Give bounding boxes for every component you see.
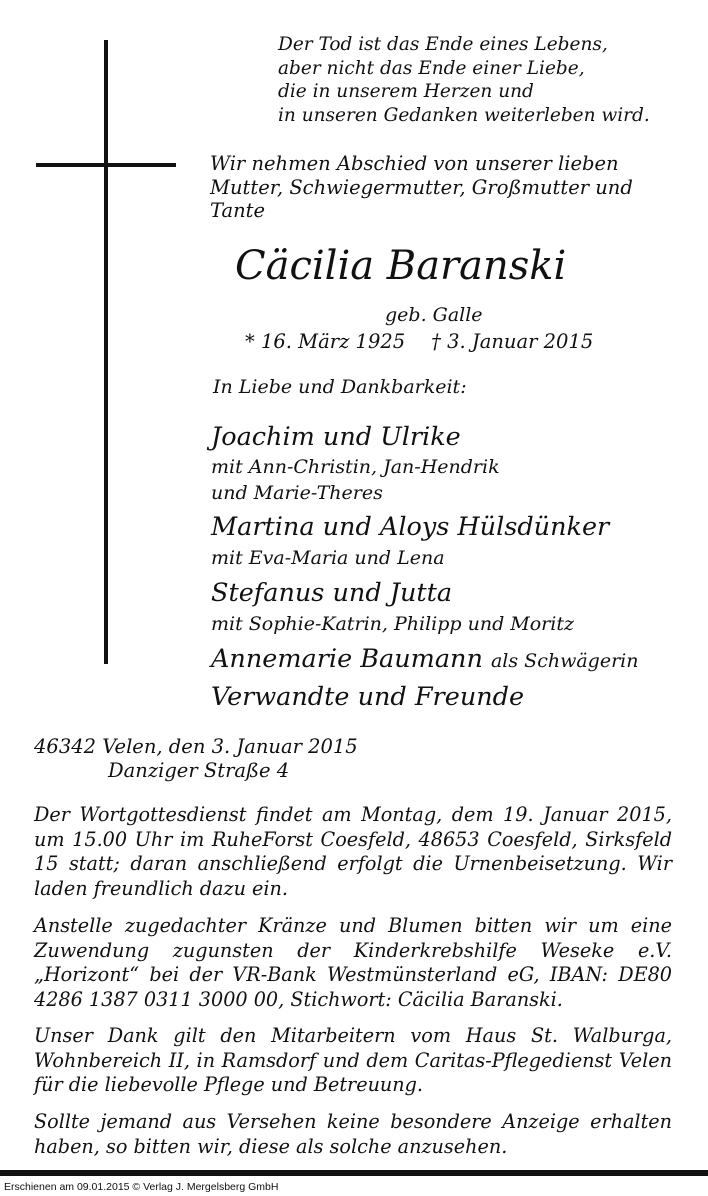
poem-line: in unseren Gedanken weiterleben wird. [278,104,650,126]
family-role: als Schwägerin [490,650,639,672]
birth-date: * 16. März 1925 [245,330,406,353]
family-sub: mit Ann-Christin, Jan-Hendrik [211,456,500,478]
born-name: geb. Galle [385,304,483,326]
notice-paragraph: Sollte jemand aus Versehen keine besondere Anzeige erhalten haben, so bitten wir, diese als solche anzusehen. [34,1110,672,1158]
death-date: † 3. Januar 2015 [431,330,594,353]
family-name: Martina und Aloys Hülsdünker [211,512,610,542]
family-name: Verwandte und Freunde [211,682,525,712]
family-sub: und Marie-Theres [211,482,383,504]
place-date: 46342 Velen, den 3. Januar 2015 [34,735,358,758]
family-sub: mit Eva-Maria und Lena [211,547,445,569]
farewell-text [210,152,633,223]
poem-line: die in unserem Herzen und [278,81,534,102]
deceased-name: Cäcilia Baranski [235,243,567,289]
farewell-line: Tante [210,199,266,222]
publication-footer: Erschienen am 09.01.2015 © Verlag J. Mergelsberg GmbH [4,1181,279,1193]
cross-horizontal-bar [36,163,176,167]
family-name: Annemarie Baumann [211,644,483,674]
family-sub: mit Sophie-Katrin, Philipp und Moritz [211,613,574,635]
street-address: Danziger Straße 4 [108,759,290,782]
family-line [211,643,638,677]
poem-line: Der Tod ist das Ende eines Lebens, [278,34,608,55]
farewell-line: Wir nehmen Abschied von unserer lieben [210,152,619,175]
thanks-paragraph: Unser Dank gilt den Mitarbeitern vom Haus St. Walburga, Wohnbereich II, in Ramsdorf und dem Caritas-Pflegedienst Velen für die liebevolle Pflege und Betreuung. [34,1024,672,1096]
love-line: In Liebe und Dankbarkeit: [213,376,467,398]
life-dates [245,329,593,355]
cross-vertical-bar [104,40,108,664]
family-name: Stefanus und Jutta [211,578,453,608]
family-name: Joachim und Ulrike [211,422,461,452]
poem [278,33,650,127]
farewell-line: Mutter, Schwiegermutter, Großmutter und [210,175,633,199]
service-paragraph: Der Wortgottesdienst findet am Montag, dem 19. Januar 2015, um 15.00 Uhr im RuheForst Coesfeld, 48653 Coesfeld, Sirksfeld 15 statt; daran anschließend erfolgt die Urnenbeisetzung. Wir laden freundlich dazu ein. [34,803,672,900]
poem-line: aber nicht das Ende einer Liebe, [278,57,585,79]
donation-paragraph: Anstelle zugedachter Kränze und Blumen bitten wir um eine Zuwendung zugunsten der Kinderkrebshilfe Weseke e.V. „Horizont“ bei der VR-Bank Westmünsterland eG, IBAN: DE80 4286 1387 0311 3000 00, Stichwort: Cäcilia Baranski. [34,914,672,1011]
